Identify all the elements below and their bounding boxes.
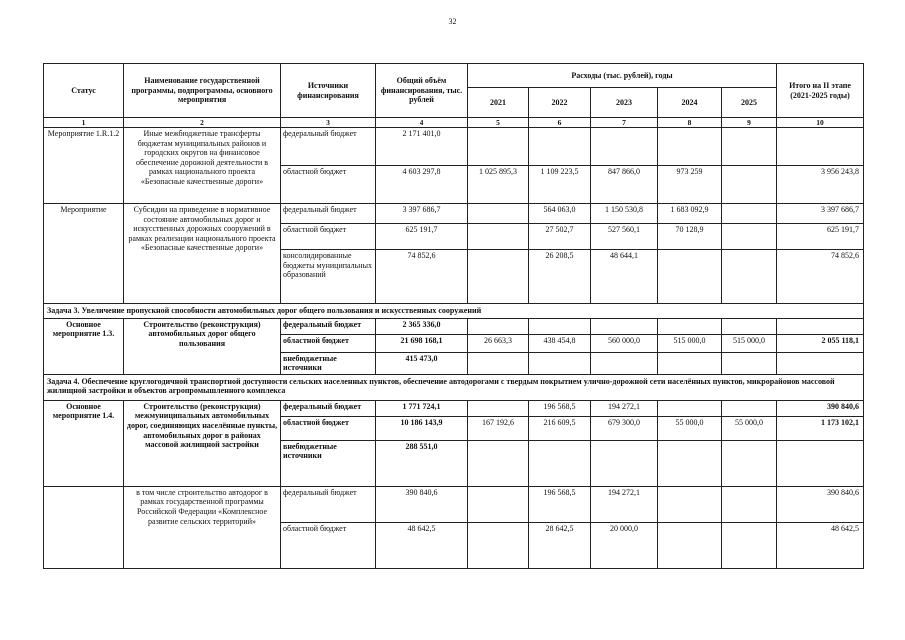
row-2023: 527 560,1: [591, 224, 658, 250]
row-2021: [468, 128, 529, 166]
column-number: 3: [281, 118, 376, 128]
column-number: 7: [591, 118, 658, 128]
row-2023: 679 300,0: [591, 416, 658, 440]
header-total: Общий объём финансирования, тыс. рублей: [376, 64, 468, 118]
row-2023: 1 150 530,8: [591, 204, 658, 224]
row-2025: [722, 128, 777, 166]
row-2023: 847 866,0: [591, 166, 658, 204]
row-itogo: 1 173 102,1: [777, 416, 864, 440]
row-total: 74 852,6: [376, 250, 468, 304]
column-number: 6: [529, 118, 591, 128]
budget-table: [43, 63, 864, 569]
row-2025: [722, 250, 777, 304]
header-sources: Источники финансирования: [281, 64, 376, 118]
row-itogo: [777, 440, 864, 486]
row-name: Строительство (реконструкция) автомобильных дорог общего пользования: [124, 318, 281, 374]
row-2024: [658, 400, 722, 416]
column-number: 8: [658, 118, 722, 128]
column-number-row: [44, 118, 864, 128]
row-source: внебюджетные источники: [281, 440, 376, 486]
row-2025: [722, 224, 777, 250]
column-number: 10: [777, 118, 864, 128]
row-2022: [529, 440, 591, 486]
row-2023: 194 272,1: [591, 486, 658, 522]
header-name: Наименование государственной программы, подпрограммы, основного мероприятия: [124, 64, 281, 118]
row-2023: [591, 128, 658, 166]
row-2025: 55 000,0: [722, 416, 777, 440]
header-year: 2021: [468, 88, 529, 118]
row-2024: 70 128,9: [658, 224, 722, 250]
row-2025: [722, 204, 777, 224]
row-status: [44, 486, 124, 568]
row-2024: [658, 440, 722, 486]
row-2025: [722, 318, 777, 334]
table-row: [44, 400, 864, 416]
row-2021: [468, 318, 529, 334]
row-itogo: 2 055 118,1: [777, 334, 864, 352]
row-status: Основное мероприятие 1.3.: [44, 318, 124, 374]
row-2022: 216 609,5: [529, 416, 591, 440]
header-year: 2024: [658, 88, 722, 118]
row-itogo: 3 397 686,7: [777, 204, 864, 224]
header-itogo: Итого на II этапе (2021-2025 годы): [777, 64, 864, 118]
row-2022: [529, 128, 591, 166]
row-2021: [468, 522, 529, 568]
row-source: внебюджетные источники: [281, 352, 376, 374]
row-2021: [468, 440, 529, 486]
row-itogo: 390 840,6: [777, 400, 864, 416]
row-2025: [722, 522, 777, 568]
row-itogo: 48 642,5: [777, 522, 864, 568]
row-source: федеральный бюджет: [281, 128, 376, 166]
row-total: 10 186 143,9: [376, 416, 468, 440]
row-itogo: [777, 318, 864, 334]
row-2021: [468, 250, 529, 304]
header-year: 2022: [529, 88, 591, 118]
row-source: федеральный бюджет: [281, 204, 376, 224]
row-2025: [722, 440, 777, 486]
column-number: 4: [376, 118, 468, 128]
row-2025: [722, 400, 777, 416]
table-row: [44, 128, 864, 166]
row-name: Строительство (реконструкция) межмуниципальных автомобильных дорог, соединяющих населённые пункты, автомобильных дорог в районах массовой жилищной застройки: [124, 400, 281, 486]
header-status: Статус: [44, 64, 124, 118]
row-2023: 194 272,1: [591, 400, 658, 416]
row-2022: [529, 318, 591, 334]
row-2022: 438 454,8: [529, 334, 591, 352]
task-row: [44, 374, 864, 400]
row-2024: [658, 250, 722, 304]
row-source: областной бюджет: [281, 522, 376, 568]
row-status: Мероприятие: [44, 204, 124, 304]
page-number: 32: [448, 17, 457, 26]
row-total: 3 397 686,7: [376, 204, 468, 224]
row-total: 2 365 336,0: [376, 318, 468, 334]
header-row-1: [44, 64, 864, 88]
row-itogo: [777, 352, 864, 374]
row-2021: [468, 486, 529, 522]
row-2023: 560 000,0: [591, 334, 658, 352]
row-total: 288 551,0: [376, 440, 468, 486]
row-2024: [658, 128, 722, 166]
row-2025: [722, 486, 777, 522]
row-itogo: 625 191,7: [777, 224, 864, 250]
row-2025: 515 000,0: [722, 334, 777, 352]
row-itogo: 3 956 243,8: [777, 166, 864, 204]
row-total: 625 191,7: [376, 224, 468, 250]
row-2022: 564 063,0: [529, 204, 591, 224]
row-2024: 973 259: [658, 166, 722, 204]
column-number: 2: [124, 118, 281, 128]
row-name: Субсидии на приведение в нормативное состояние автомобильных дорог и искусственных дорожных сооружений в рамках реализации национального проекта «Безопасные качественные дороги»: [124, 204, 281, 304]
row-2023: 20 000,0: [591, 522, 658, 568]
row-2021: 1 025 895,3: [468, 166, 529, 204]
row-2021: 26 663,3: [468, 334, 529, 352]
row-status: Мероприятие 1.R.1.2: [44, 128, 124, 204]
row-total: 390 840,6: [376, 486, 468, 522]
row-status: Основное мероприятие 1.4.: [44, 400, 124, 486]
row-2021: [468, 352, 529, 374]
task-4-heading: Задача 4. Обеспечение круглогодичной транспортной доступности сельских населенных пунктов, обеспечение автодорогами с твердым покрытием улично-дорожной сети населённых пунктов, микрорайонов массовой жилищной застройки и объектов агропромышленного комплекса: [44, 374, 864, 400]
column-number: 5: [468, 118, 529, 128]
row-2022: 196 568,5: [529, 400, 591, 416]
row-2025: [722, 352, 777, 374]
row-itogo: [777, 128, 864, 166]
column-number: 9: [722, 118, 777, 128]
row-itogo: 74 852,6: [777, 250, 864, 304]
budget-table-container: [43, 63, 863, 569]
row-2024: [658, 486, 722, 522]
row-2022: 26 208,5: [529, 250, 591, 304]
row-2022: 1 109 223,5: [529, 166, 591, 204]
task-row: [44, 304, 864, 319]
row-2022: 196 568,5: [529, 486, 591, 522]
row-2023: 48 644,1: [591, 250, 658, 304]
row-itogo: 390 840,6: [777, 486, 864, 522]
row-source: областной бюджет: [281, 224, 376, 250]
row-source: федеральный бюджет: [281, 400, 376, 416]
row-source: областной бюджет: [281, 334, 376, 352]
row-2021: [468, 224, 529, 250]
row-source: федеральный бюджет: [281, 318, 376, 334]
row-2023: [591, 318, 658, 334]
row-source: консолидированные бюджеты муниципальных образований: [281, 250, 376, 304]
row-2025: [722, 166, 777, 204]
row-source: областной бюджет: [281, 166, 376, 204]
row-2024: [658, 522, 722, 568]
table-row: [44, 486, 864, 522]
row-source: областной бюджет: [281, 416, 376, 440]
header-year: 2023: [591, 88, 658, 118]
row-total: 1 771 724,1: [376, 400, 468, 416]
row-2021: 167 192,6: [468, 416, 529, 440]
row-total: 415 473,0: [376, 352, 468, 374]
row-2024: 1 683 092,9: [658, 204, 722, 224]
row-total: 21 698 168,1: [376, 334, 468, 352]
row-total: 48 642,5: [376, 522, 468, 568]
row-2022: [529, 352, 591, 374]
task-3-heading: Задача 3. Увеличение пропускной способности автомобильных дорог общего пользования и искусственных сооружений: [44, 304, 864, 319]
row-2023: [591, 440, 658, 486]
column-number: 1: [44, 118, 124, 128]
row-source: федеральный бюджет: [281, 486, 376, 522]
header-year: 2025: [722, 88, 777, 118]
header-expenses: Расходы (тыс. рублей), годы: [468, 64, 777, 88]
table-row: [44, 318, 864, 334]
row-total: 2 171 401,0: [376, 128, 468, 166]
row-name: в том числе строительство автодорог в рамках государственной программы Российской Федерации «Комплексное развитие сельских территорий»: [124, 486, 281, 568]
row-total: 4 603 297,8: [376, 166, 468, 204]
row-2023: [591, 352, 658, 374]
row-2024: 515 000,0: [658, 334, 722, 352]
row-2021: [468, 400, 529, 416]
table-row: [44, 204, 864, 224]
row-2024: [658, 352, 722, 374]
row-2024: [658, 318, 722, 334]
row-2022: 28 642,5: [529, 522, 591, 568]
row-2021: [468, 204, 529, 224]
row-2024: 55 000,0: [658, 416, 722, 440]
row-name: Иные межбюджетные трансферты бюджетам муниципальных районов и городских округов на финансовое обеспечение дорожной деятельности в рамках национального проекта «Безопасные качественные дороги»: [124, 128, 281, 204]
row-2022: 27 502,7: [529, 224, 591, 250]
